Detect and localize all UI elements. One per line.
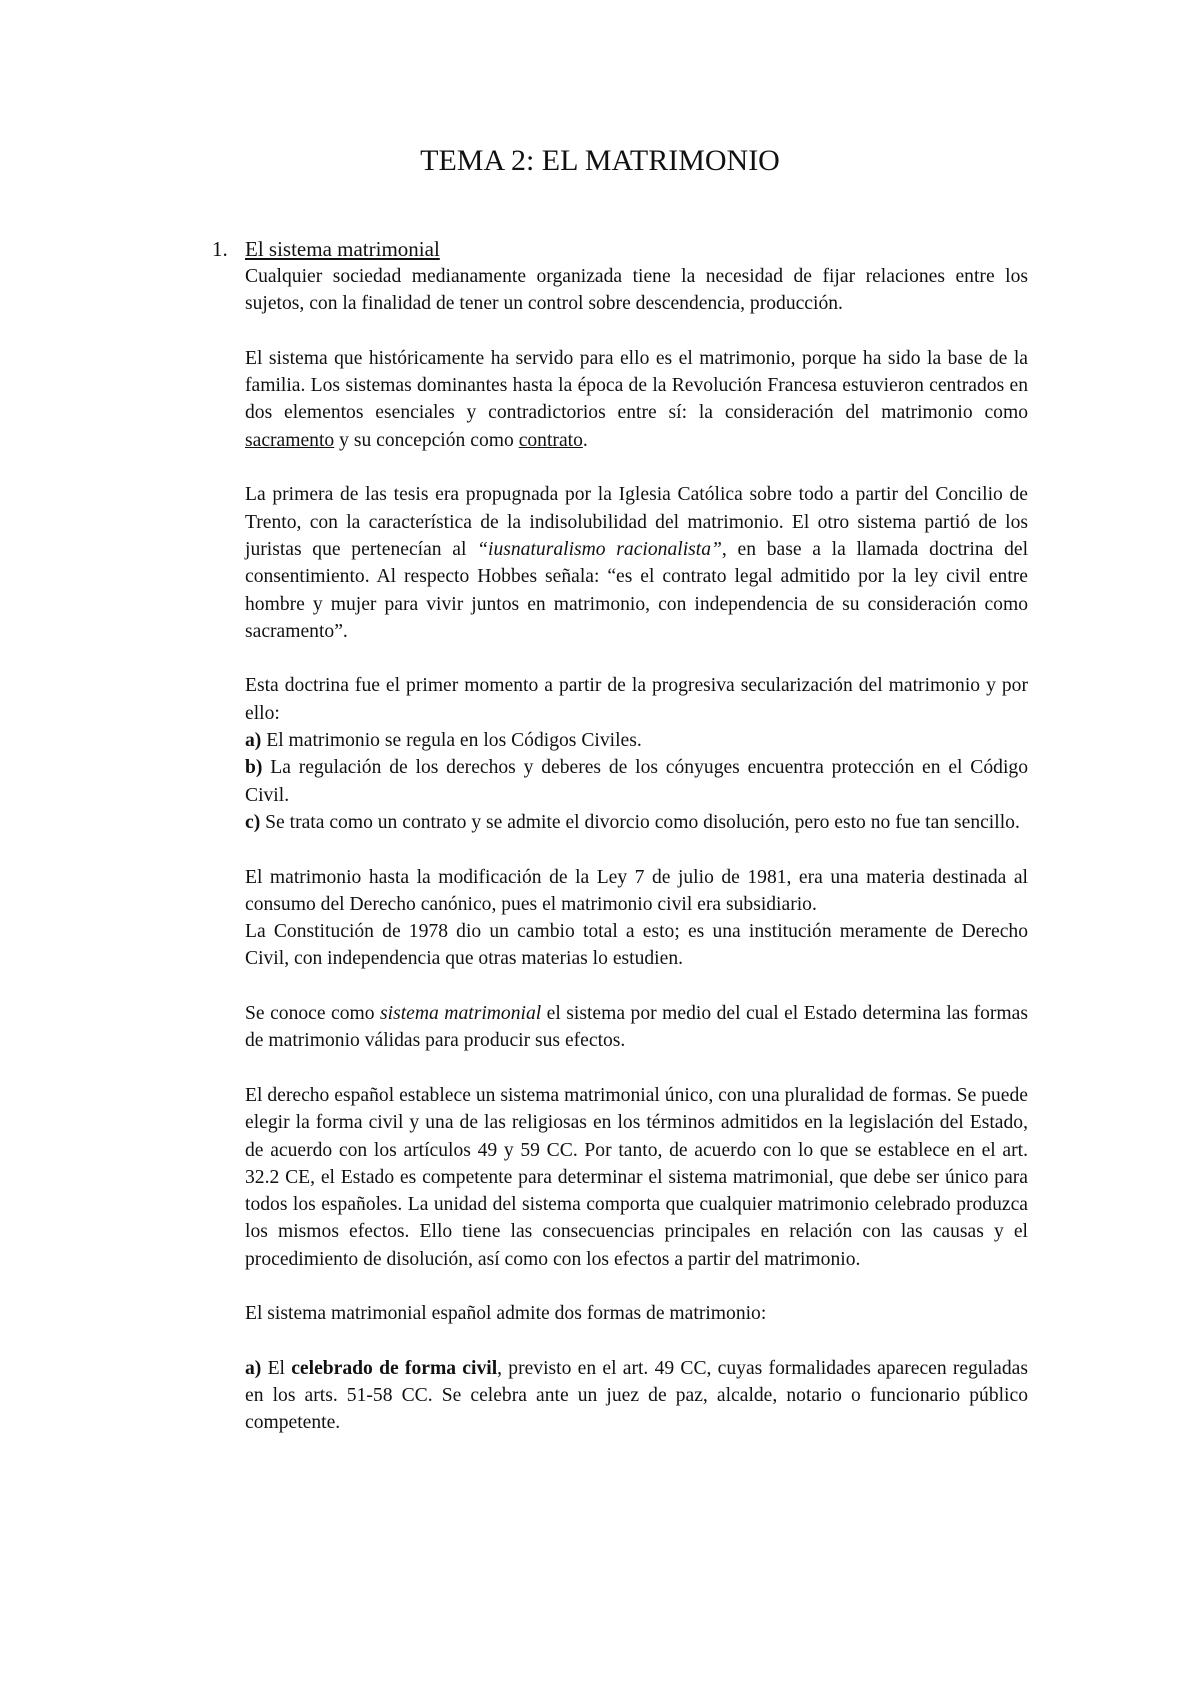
section-number: 1. <box>212 237 228 261</box>
paragraph-1: Cualquier sociedad medianamente organizada tiene la necesidad de fijar relaciones entre los sujetos, con la finalidad de tener un control sobre descendencia, producción. <box>245 266 1028 315</box>
paragraph-9-text-b: , previsto en el art. 49 CC, cuyas formalidades aparecen reguladas en los arts. 51-58 CC. Se celebra ante un juez de paz, alcalde, notario o funcionario público competente. <box>245 1357 1028 1434</box>
list-item-text: Se trata como un contrato y se admite el divorcio como disolución, pero esto no fue tan sencillo. <box>260 811 1020 833</box>
italic-iusnaturalismo: “iusnaturalismo racionalista” <box>477 538 722 560</box>
paragraph-5-text-a: El matrimonio hasta la modificación de la Ley 7 de julio de 1981, era una materia destinada al consumo del Derecho canónico, pues el matrimonio civil era subsidiario. <box>245 866 1028 915</box>
section-title: El sistema matrimonial <box>245 237 440 261</box>
list-item-label: b) <box>245 757 263 779</box>
paragraph-5 <box>245 864 1028 973</box>
paragraph-9 <box>245 1355 1028 1437</box>
paragraph-3 <box>245 481 1028 645</box>
bold-forma-civil: celebrado de forma civil <box>291 1357 498 1379</box>
paragraph-9-text-a: El <box>261 1357 292 1379</box>
list-item <box>245 809 1028 836</box>
paragraph-2-text-c: . <box>582 429 588 451</box>
list-item <box>245 754 1028 809</box>
paragraph-7: El derecho español establece un sistema matrimonial único, con una pluralidad de formas. Se puede elegir la forma civil y una de las religiosas en los términos admitidos en la legislación del Estado, de acuerdo con los artículos 49 y 59 CC. Por tanto, de acuerdo con lo que se establece en el art. 32.2 CE, el Estado es competente para determinar el sistema matrimonial, que debe ser único para todos los españoles. La unidad del sistema comporta que cualquier matrimonio celebrado produzca los mismos efectos. Ello tiene las consecuencias principales en relación con las causas y el procedimiento de disolución, así como con los efectos a partir del matrimonio. <box>245 1084 1028 1270</box>
list-item-text: El matrimonio se regula en los Códigos Civiles. <box>261 730 642 752</box>
paragraph-9-label: a) <box>245 1357 262 1379</box>
paragraph-2-text-a: El sistema que históricamente ha servido para ello es el matrimonio, porque ha sido la base de la familia. Los sistemas dominantes hasta la época de la Revolución Francesa estuvieron centrados en dos elementos esenciales y contradictorios entre sí: la consideración del matrimonio como <box>245 347 1028 424</box>
italic-sistema-matrimonial: sistema matrimonial <box>380 1003 542 1025</box>
paragraph-6-text-a: Se conoce como <box>245 1003 381 1025</box>
underlined-sacramento: sacramento <box>245 429 335 451</box>
section-heading <box>212 236 1028 263</box>
paragraph-5-text-b: La Constitución de 1978 dio un cambio total a esto; es una institución meramente de Derecho Civil, con independencia que otras materias lo estudien. <box>245 921 1028 970</box>
paragraph-2 <box>245 345 1028 454</box>
paragraph-4-intro: Esta doctrina fue el primer momento a partir de la progresiva secularización del matrimonio y por ello: <box>245 675 1028 724</box>
paragraph-2-text-b: y su concepción como <box>334 429 519 451</box>
list-item-label: c) <box>245 811 261 833</box>
paragraph-6-text-b: el sistema por medio del cual el Estado determina las formas de matrimonio válidas para producir sus efectos. <box>245 1003 1028 1052</box>
document-title: TEMA 2: EL MATRIMONIO <box>420 144 780 177</box>
paragraph-6 <box>245 1000 1028 1055</box>
underlined-contrato: contrato <box>518 429 583 451</box>
list-item <box>245 727 1028 754</box>
list-item-text: La regulación de los derechos y deberes de los cónyuges encuentra protección en el Código Civil. <box>245 757 1028 806</box>
document-body <box>212 236 1029 1464</box>
paragraph-8: El sistema matrimonial español admite dos formas de matrimonio: <box>245 1303 767 1325</box>
paragraph-3-text-a: La primera de las tesis era propugnada por la Iglesia Católica sobre todo a partir del Concilio de Trento, con la característica de la indisolubilidad del matrimonio. El otro sistema partió de los juristas que pertenecían al <box>245 484 1028 560</box>
paragraph-4 <box>245 672 1028 836</box>
list-item-label: a) <box>245 730 262 752</box>
paragraph-3-text-b: , en base a la llamada doctrina del consentimiento. Al respecto Hobbes señala: “es el contrato legal admitido por la ley civil entre hombre y mujer para vivir juntos en matrimonio, con independencia de su consideración como sacramento”. <box>245 538 1029 642</box>
